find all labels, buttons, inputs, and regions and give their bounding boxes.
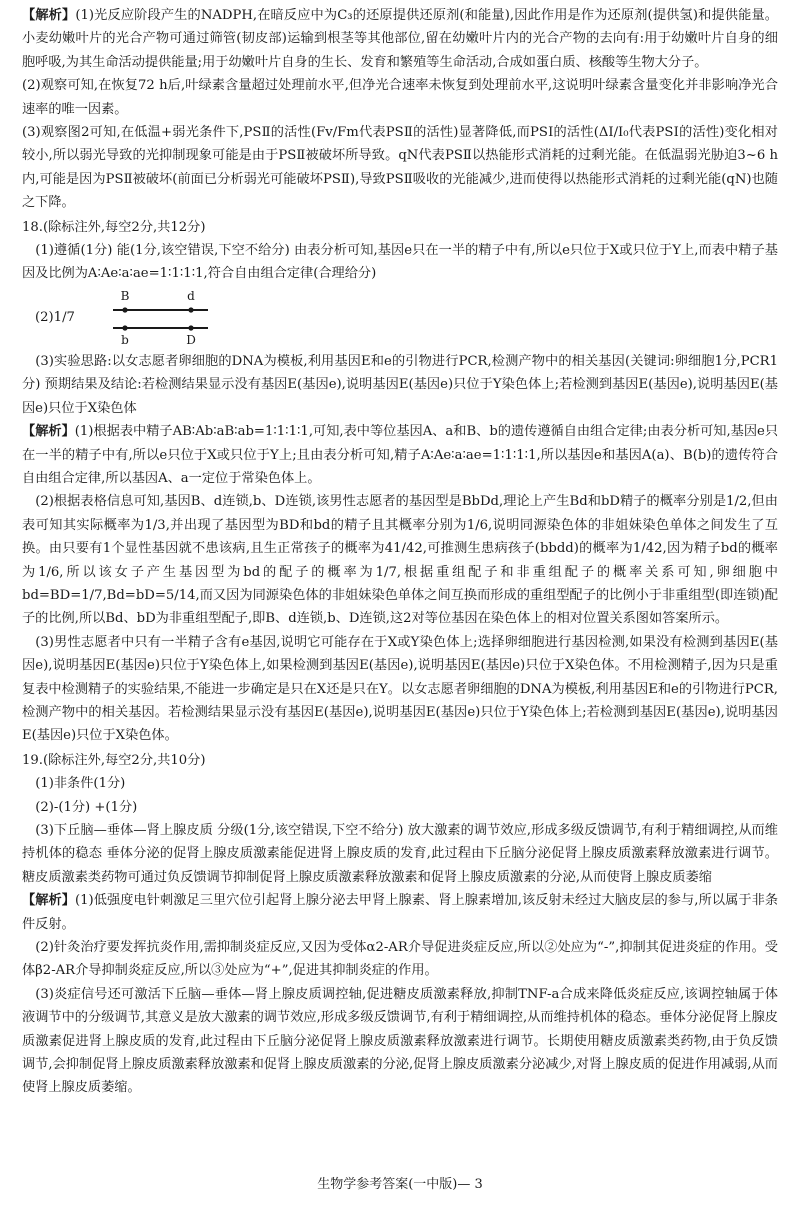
q17-analysis-p2: (2)观察可知,在恢复72 h后,叶绿素含量超过处理前水平,但净光合速率未恢复到处理前水平,这说明叶绿素含量变化并非影响净光合速率的唯一因素。	[22, 78, 778, 117]
q19-header: 19.(除标注外,每空2分,共10分)	[22, 752, 206, 768]
locus-dot-top-left	[122, 307, 127, 312]
q18-analysis-p3: (3)男性志愿者中只有一半精子含有e基因,说明它可能存在于X或Y染色体上;选择卵细胞进行基因检测,如果没有检测到基因E(基因e),说明基因E(基因e)只位于Y染色体上,如果检测到基因E(基因e),说明基因E(基因e)只位于X染色体。不用检测精子,因为只是重复表中检测精子的实验结果,不能进一步确定是只在X还是只在Y。以女志愿者卵细胞的DNA为模板,利用基因E和e的引物进行PCR,检测产物中的相关基因。若检测结果显示没有基因E(基因e),说明基因E(基因e)只位于Y染色体上;若检测到基因E(基因e),说明基因E(基因e)只位于X染色体。	[22, 634, 778, 744]
q18-header: 18.(除标注外,每空2分,共12分)	[22, 219, 206, 235]
q19-answer-2: (2)-(1分) +(1分)	[35, 799, 138, 815]
gene-label-d: d	[187, 288, 195, 303]
q18-analysis-p2: (2)根据表格信息可知,基因B、d连锁,b、D连锁,该男性志愿者的基因型是BbDd,理论上产生Bd和bD精子的概率分别是1/2,但由表可知其实际概率为1/3,并出现了基因型为BD和bd的精子且其概率分别为1/6,说明同源染色体的非姐妹染色单体之间发生了互换。由只要有1个显性基因就不患该病,且生正常孩子的概率为41/42,可推测生患病孩子(bbdd)的概率为1/42,因为精子bd的概率为1/6,所以该女子产生基因型为bd的配子的概率为1/7,根据重组配子和非重组配子的概率关系可知,卵细胞中bd=BD=1/7,Bd=bD=5/14,而又因为同源染色体的非姐妹染色单体之间互换而形成的重组型配子的比例小于非重组型(即连锁)配子的比例,所以Bd、bD为非重组型配子,即B、d连锁,b、D连锁,这2对等位基因在染色体上的相对位置关系图如答案所示。	[22, 494, 778, 627]
gene-label-B: B	[120, 288, 130, 303]
q18-answer-2	[22, 288, 778, 348]
analysis-tag: 【解析】	[22, 8, 76, 23]
q18-answer-2-label: (2)1/7	[35, 310, 75, 326]
q19-analysis-p3: (3)炎症信号还可激活下丘脑—垂体—肾上腺皮质调控轴,促进糖皮质激素释放,抑制TNF-a合成来降低炎症反应,该调控轴属于体液调节中的分级调节,其意义是放大激素的调节效应,形成多级反馈调节,有利于精细调控,从而维持机体的稳态。垂体分泌促肾上腺皮质激素促进肾上腺皮质的发育,此过程由下丘脑分泌促肾上腺皮质激素释放激素进行调节。长期使用糖皮质激素类药物,由于负反馈调节,会抑制促肾上腺皮质激素释放激素和促肾上腺皮质激素的分泌,促肾上腺皮质激素分泌减少,对肾上腺皮质的促进作用减弱,从而使肾上腺皮质萎缩。	[22, 986, 778, 1096]
page-footer: 生物学参考答案(一中版)— 3	[317, 1177, 483, 1192]
analysis-tag: 【解析】	[22, 424, 75, 440]
gene-label-D: D	[186, 332, 196, 347]
locus-dot-bottom-right	[188, 325, 193, 330]
q19-answer-1: (1)非条件(1分)	[35, 776, 126, 792]
q19-analysis-p2: (2)针灸治疗要发挥抗炎作用,需抑制炎症反应,又因为受体α2-AR介导促进炎症反应,所以②处应为“-”,抑制其促进炎症的作用。受体β2-AR介导抑制炎症反应,所以③处应为“+”,促进其抑制炎症的作用。	[22, 940, 778, 979]
q17-analysis-p1: 【解析】(1)光反应阶段产生的NADPH,在暗反应中为C₃的还原提供还原剂(和能量),因此作用是作为还原剂(提供氢)和提供能量。小麦幼嫩叶片的光合产物可通过筛管(韧皮部)运输到根茎等其他部位,留在幼嫩叶片内的光合产物的去向有:用于幼嫩叶片自身的细胞呼吸,为其生命活动提供能量;用于幼嫩叶片自身的生长、发育和繁殖等生命活动,合成如蛋白质、核酸等生物大分子。	[22, 8, 778, 70]
locus-dot-bottom-left	[122, 325, 127, 330]
q19-analysis-p1: 【解析】(1)低强度电针刺激足三里穴位引起肾上腺分泌去甲肾上腺素、肾上腺素增加,该反射未经过大脑皮层的参与,所以属于非条件反射。	[22, 893, 779, 932]
chromosome-gene-diagram	[113, 288, 243, 348]
analysis-tag: 【解析】	[22, 893, 76, 909]
gene-label-b: b	[121, 332, 129, 347]
q19-answer-3: (3)下丘脑—垂体—肾上腺皮质 分级(1分,该空错误,下空不给分) 放大激素的调节效应,形成多级反馈调节,有利于精细调控,从而维持机体的稳态 垂体分泌的促肾上腺皮质激素能促进肾上腺皮质的发育,此过程由下丘脑分泌促肾上腺皮质激素释放激素进行调节。糖皮质激素类药物可通过负反馈调节抑制促肾上腺皮质激素释放激素和促肾上腺皮质激素的分泌,从而使肾上腺皮质萎缩	[22, 823, 778, 885]
q17-analysis-p3: (3)观察图2可知,在低温+弱光条件下,PSⅡ的活性(Fv/Fm代表PSⅡ的活性)显著降低,而PSⅠ的活性(ΔI/I₀代表PSⅠ的活性)变化相对较小,所以弱光导致的光抑制现象可能是由于PSⅡ被破坏所导致。qN代表PSⅡ以热能形式消耗的过剩光能。在低温弱光胁迫3~6 h内,可能是因为PSⅡ被破坏(前面已分析弱光可能破坏PSⅡ),导致PSⅡ吸收的光能减少,进而使得以热能形式消耗的过剩光能(qN)也随之下降。	[22, 125, 778, 211]
locus-dot-top-right	[188, 307, 193, 312]
q18-analysis-p1: 【解析】(1)根据表中精子AB∶Ab∶aB∶ab=1∶1∶1∶1,可知,表中等位基因A、a和B、b的遗传遵循自由组合定律;由表分析可知,基因e只在一半的精子中有,所以e只位于X或只位于Y上;且由表分析可知,精子A∶Ae∶a∶ae=1∶1∶1∶1,所以基因e和基因A(a)、B(b)的遗传符合自由组合定律,所以基因A、a一定位于常染色体上。	[22, 424, 779, 486]
q18-answer-1: (1)遵循(1分) 能(1分,该空错误,下空不给分) 由表分析可知,基因e只在一半的精子中有,所以e只位于X或只位于Y上,而表中精子基因及比例为A∶Ae∶a∶ae=1∶1∶1∶1,符合自由组合定律(合理给分)	[22, 243, 778, 282]
q18-answer-3: (3)实验思路:以女志愿者卵细胞的DNA为模板,利用基因E和e的引物进行PCR,检测产物中的相关基因(关键词:卵细胞1分,PCR1分) 预期结果及结论:若检测结果显示没有基因E(基因e),说明基因E(基因e)只位于Y染色体上;若检测到基因E(基因e),说明基因E(基因e)只位于X染色体	[22, 353, 778, 416]
answer-page	[22, 4, 778, 1100]
